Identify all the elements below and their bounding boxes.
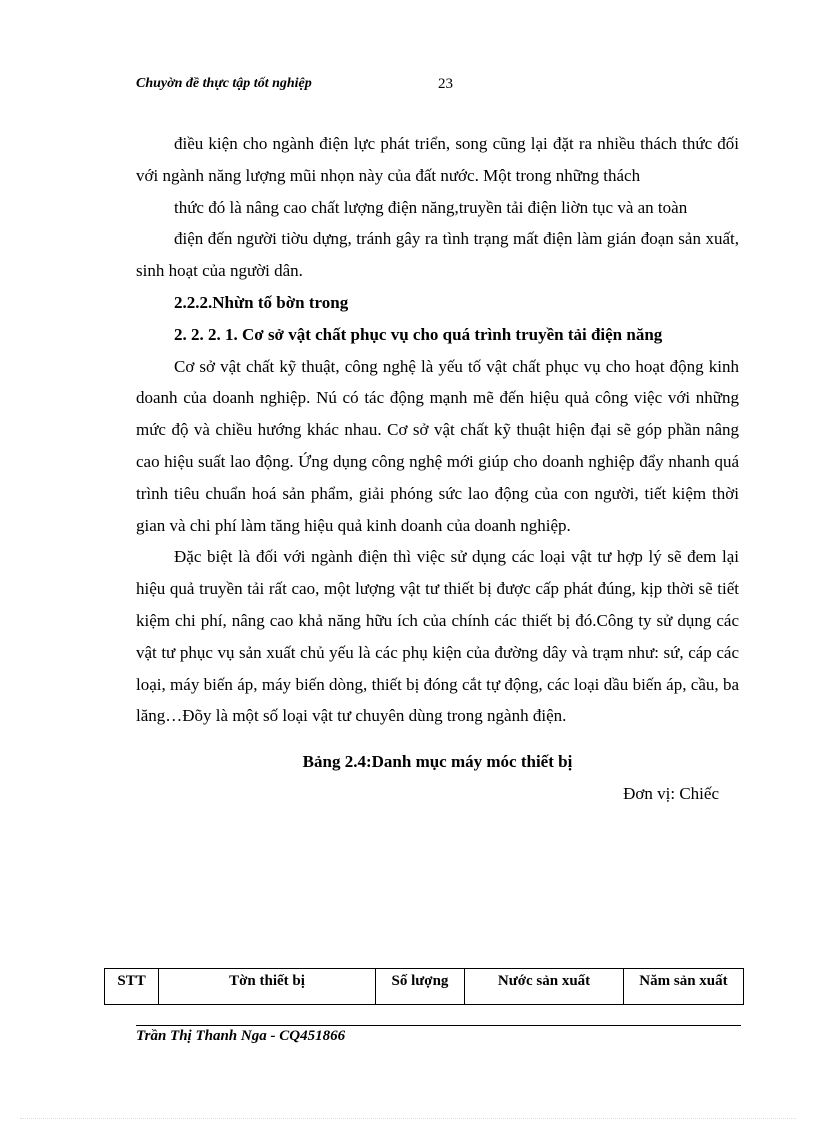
table-header-cell: Tờn thiết bị xyxy=(159,969,376,1005)
paragraph-4: Cơ sở vật chất kỹ thuật, công nghệ là yếu tố vật chất phục vụ cho hoạt động kinh doanh của doanh nghiệp. Nú có tác động mạnh mẽ đến hiệu quả công việc với những mức độ và chiều hướng khác nhau. Cơ sở vật chất kỹ thuật hiện đại sẽ góp phần nâng cao hiệu suất lao động. Ứng dụng công nghệ mới giúp cho doanh nghiệp đẩy nhanh quá trình tiêu chuẩn hoá sản phẩm, giải phóng sức lao động của con người, tiết kiệm thời gian và chi phí làm tăng hiệu quả kinh doanh của doanh nghiệp. xyxy=(136,356,739,535)
paragraph-2: thức đó là nâng cao chất lượng điện năng,truyền tải điện liờn tục và an toàn xyxy=(174,197,688,217)
table-header-cell: STT xyxy=(105,969,159,1005)
table-caption: Bảng 2.4:Danh mục máy móc thiết bị xyxy=(302,752,573,772)
table-header-cell: Năm sản xuất xyxy=(623,969,743,1005)
footer-divider xyxy=(136,1025,741,1026)
document-body xyxy=(136,128,739,810)
header-title: Chuyờn đề thực tập tốt nghiệp xyxy=(136,76,312,91)
paragraph-5: Đặc biệt là đối với ngành điện thì việc sử dụng các loại vật tư hợp lý sẽ đem lại hiệu quả truyền tải rất cao, một lượng vật tư thiết bị được cấp phát đúng, kịp thời sẽ tiết kiệm chi phí, nâng cao khả năng hữu ích của chính các thiết bị đó.Công ty sử dụng các vật tư phục vụ sản xuất chủ yếu là các phụ kiện của đường dây và trạm như: sứ, cáp các loại, máy biến áp, máy biến dòng, thiết bị đóng cắt tự động, các loại dầu biến áp, cầu, ba lăng…Đõy là một số loại vật tư chuyên dùng trong ngành điện. xyxy=(136,547,739,726)
paragraph-3: điện đến người tiờu dựng, tránh gây ra tình trạng mất điện làm gián đoạn sản xuất, sinh hoạt của người dân. xyxy=(136,229,739,281)
table-header-cell: Số lượng xyxy=(375,969,464,1005)
footer-author: Trần Thị Thanh Nga - CQ451866 xyxy=(136,1028,346,1044)
page-header xyxy=(136,76,656,98)
page-number: 23 xyxy=(438,76,453,92)
page-edge xyxy=(20,1118,796,1119)
table-header-row xyxy=(105,969,744,1005)
section-heading: 2.2.2.Nhừn tố bờn trong xyxy=(174,292,349,312)
subsection-heading: 2. 2. 2. 1. Cơ sở vật chất phục vụ cho quá trình truyền tải điện năng xyxy=(174,324,663,344)
paragraph-1: điều kiện cho ngành điện lực phát triển, song cũng lại đặt ra nhiều thách thức đối với ngành năng lượng mũi nhọn này của đất nước. Một trong những thách xyxy=(136,134,739,185)
equipment-table xyxy=(104,968,744,1005)
unit-label: Đơn vị: Chiếc xyxy=(623,783,719,803)
table-header-cell: Nước sản xuất xyxy=(465,969,624,1005)
